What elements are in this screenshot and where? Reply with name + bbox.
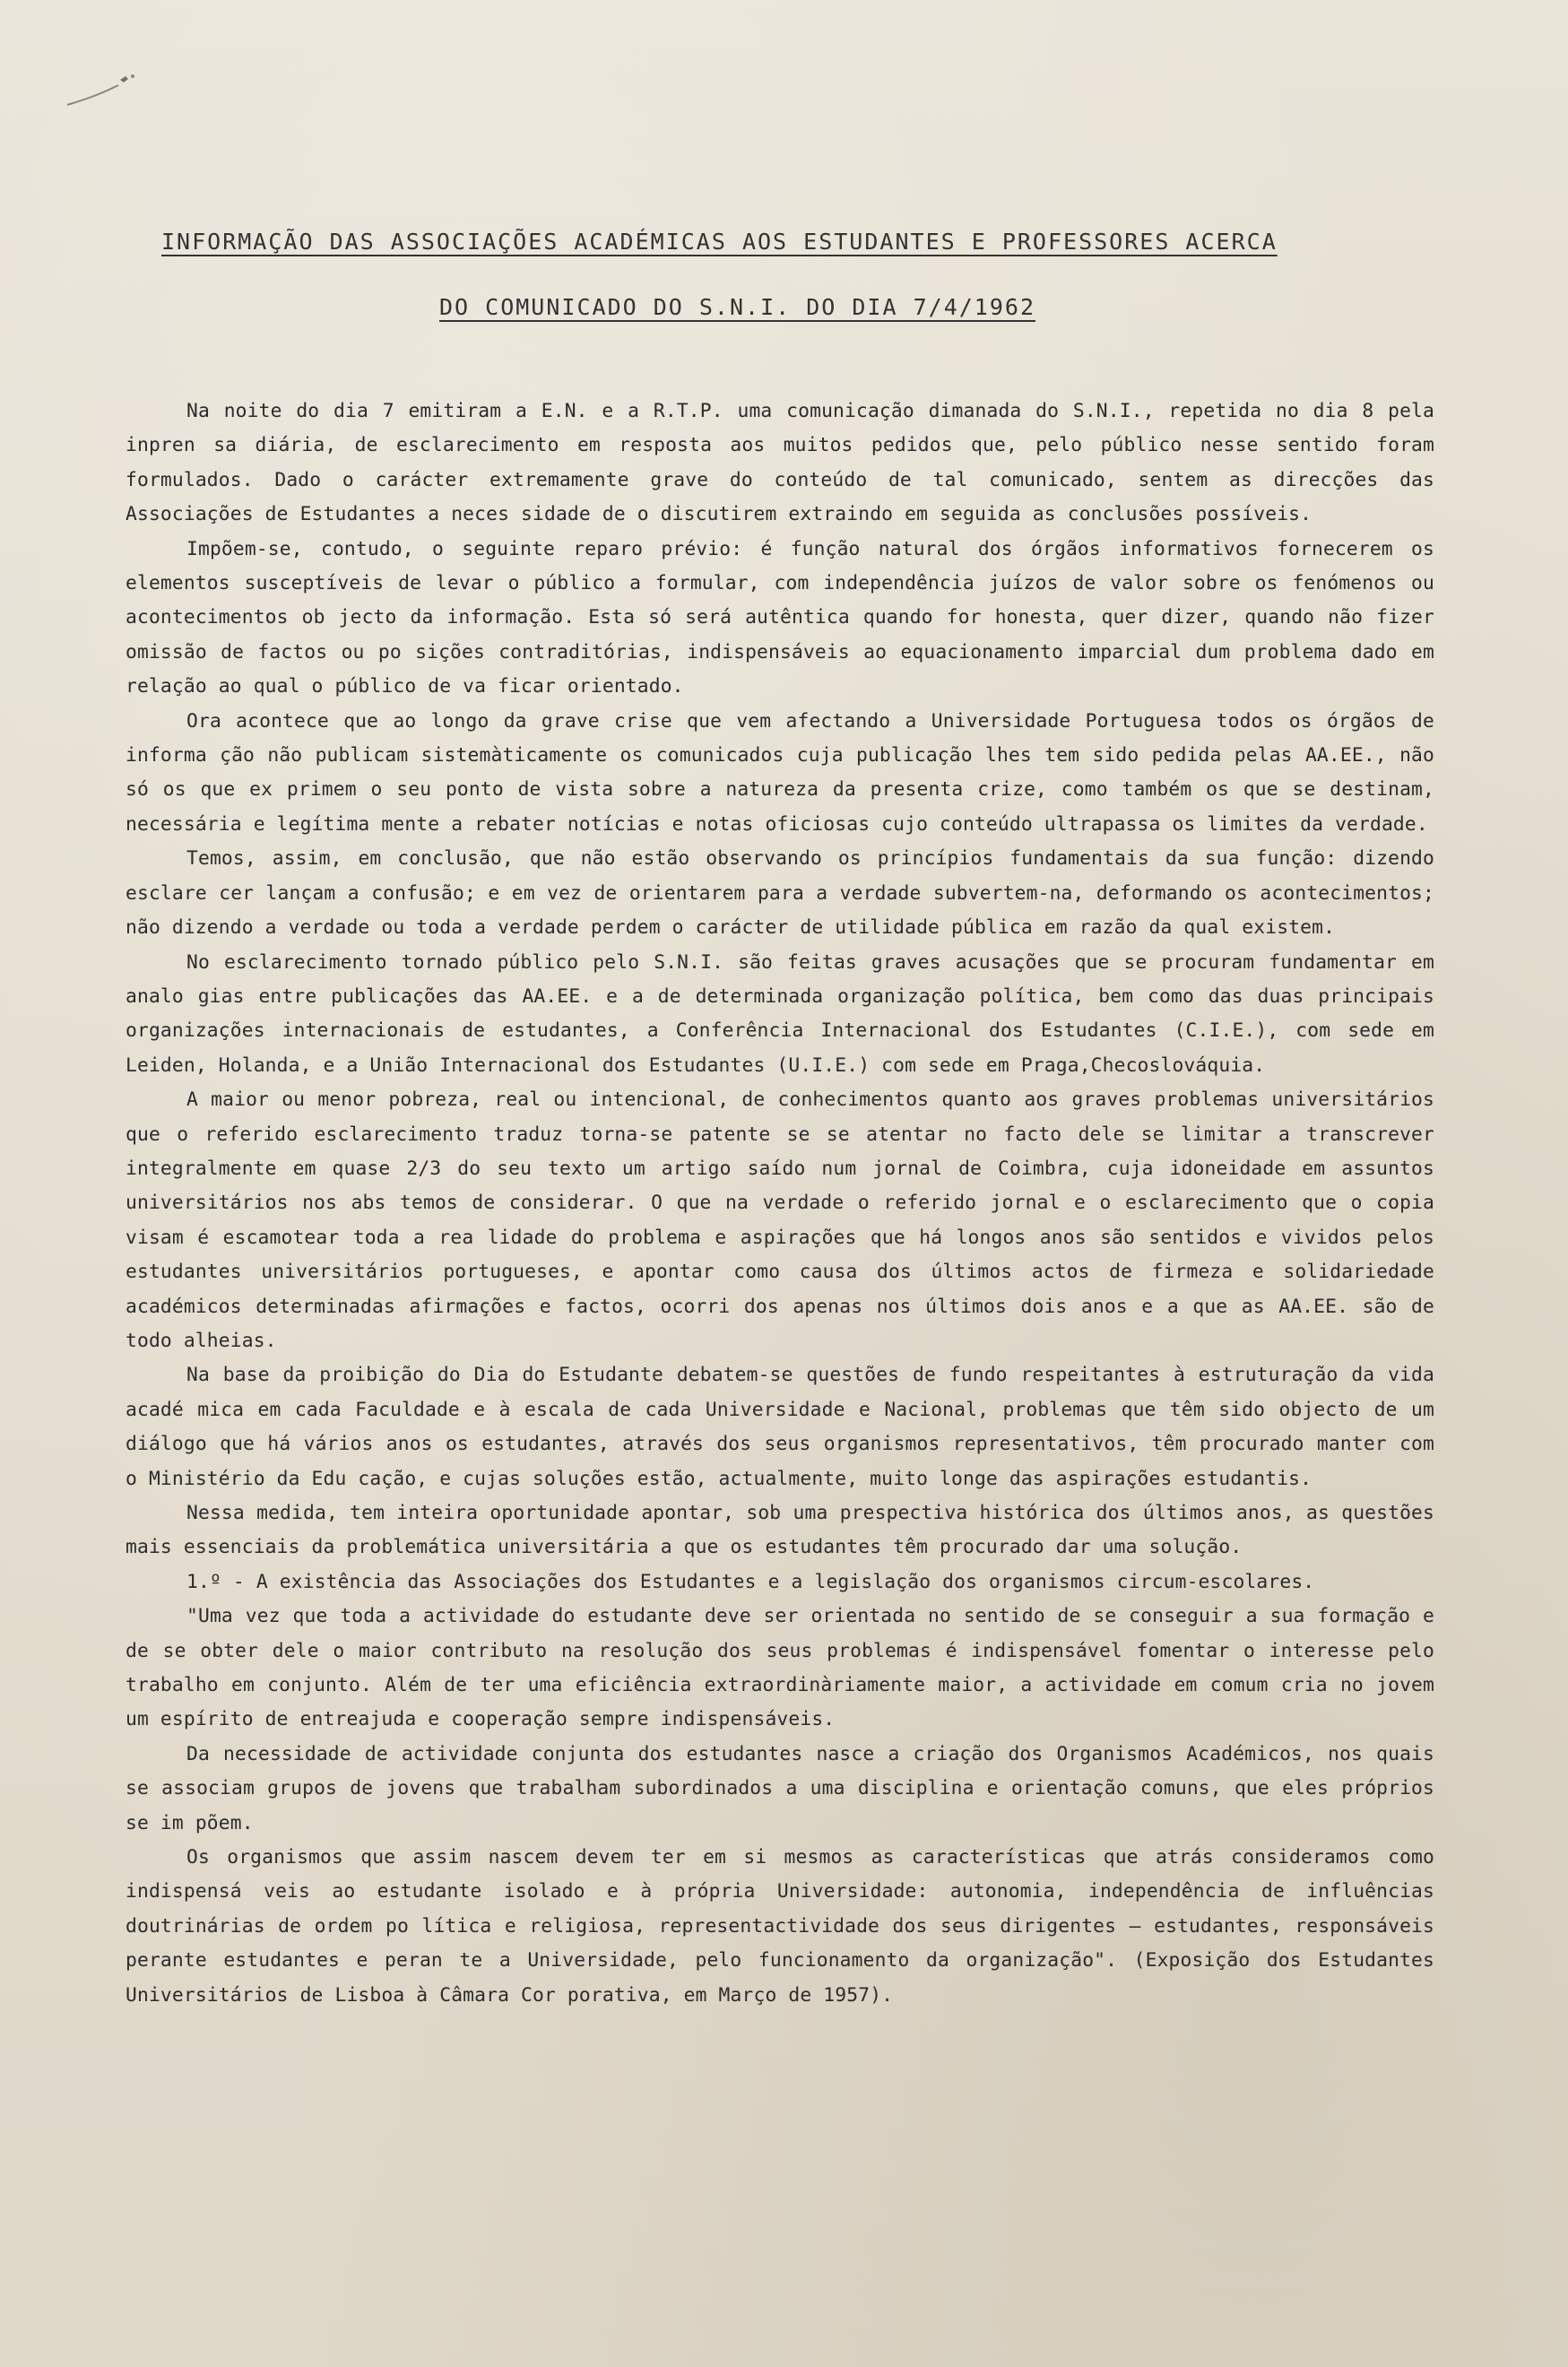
quote-paragraph-1: "Uma vez que toda a actividade do estudante deve ser orientada no sentido de se conseguir a sua formação e de se obter dele o maior contributo na resolução dos seus problemas é indispensável fomentar o interesse pelo trabalho em conjunto. Além de ter uma eficiência extraordinàriamente maior, a actividade em comum cria no jovem um espírito de entreajuda e cooperação sempre indispensáveis. <box>126 1605 1434 1731</box>
paragraph-2: Impõem-se, contudo, o seguinte reparo prévio: é função natural dos órgãos informativos fornecerem os elementos susceptíveis de levar o público a formular, com independência juízos de valor sobre os fenómenos ou acontecimentos ob jecto da informação. Esta só será autêntica quando for honesta, quer dizer, quando não fizer omissão de factos ou po sições contraditórias, indispensáveis ao equacionamento imparcial dum problema dado em relação ao qual o público de va ficar orientado. <box>126 537 1434 698</box>
paragraph-6: A maior ou menor pobreza, real ou intencional, de conhecimentos quanto aos graves problemas universitários que o referido esclarecimento traduz torna-se patente se se atentar no facto dele se limitar a transcrever integralmente em quase 2/3 do seu texto um artigo saído num jornal de Coimbra, cuja idoneidade em assuntos universitários nos abs temos de considerar. O que na verdade o referido jornal e o esclarecimento que o copia visam é escamotear toda a rea lidade do problema e aspirações que há longos anos são sentidos e vividos pelos estudantes universitários portugueses, e apontar como causa dos últimos actos de firmeza e solidariedade académicos determinadas afirmações e factos, ocorri dos apenas nos últimos dois anos e a que as AA.EE. são de todo alheias. <box>126 1088 1434 1352</box>
paragraph-3: Ora acontece que ao longo da grave crise que vem afectando a Universidade Portuguesa todos os órgãos de informa ção não publicam sistemàticamente os comunicados cuja publicação lhes tem sido pedida pelas AA.EE., não só os que ex primem o seu ponto de vista sobre a natureza da presenta crize, como também os que se destinam, necessária e legítima mente a rebater notícias e notas oficiosas cujo conteúdo ultrapassa os limites da verdade. <box>126 709 1434 836</box>
paragraph-1: Na noite do dia 7 emitiram a E.N. e a R.T.P. uma comunicação dimanada do S.N.I., repetida no dia 8 pela inpren sa diária, de esclarecimento em resposta aos muitos pedidos que, pelo público nesse sentido foram formulados. Dado o carácter extremamente grave do conteúdo de tal comunicado, sentem as direcções das Associações de Estudantes a neces sidade de o discutirem extraindo em seguida as conclusões possíveis. <box>126 400 1434 526</box>
title-line-2: DO COMUNICADO DO S.N.I. DO DIA 7/4/1962 <box>439 294 1035 320</box>
quote-paragraph-3: Os organismos que assim nascem devem ter em si mesmos as características que atrás consideramos como indispensá veis ao estudante isolado e à própria Universidade: autonomia, independência de influências doutrinárias de ordem po lítica e religiosa, representactividade dos seus dirigentes — estudantes, responsáveis perante estudantes e peran te a Universidade, pelo funcionamento da organização". (Exposição dos Estudantes Universitários de Lisboa à Câmara Cor porativa, em Março de 1957). <box>126 1846 1434 2007</box>
paragraph-4: Temos, assim, em conclusão, que não estão observando os princípios fundamentais da sua função: dizendo esclare cer lançam a confusão; e em vez de orientarem para a verdade subvertem-na, deformando os acontecimentos; não dizendo a verdade ou toda a verdade perdem o carácter de utilidade pública em razão da qual existem. <box>126 847 1434 940</box>
paragraph-8: Nessa medida, tem inteira oportunidade apontar, sob uma prespectiva histórica dos últimos anos, as questões mais essenciais da problemática universitária a que os estudantes têm procurado dar uma solução. <box>126 1502 1434 1559</box>
paragraph-7: Na base da proibição do Dia do Estudante debatem-se questões de fundo respeitantes à estruturação da vida acadé mica em cada Faculdade e à escala de cada Universidade e Nacional, problemas que têm sido objecto de um diálogo que há vários anos os estudantes, através dos seus organismos representativos, têm procurado manter com o Ministério da Edu cação, e cujas soluções estão, actualmente, muito longe das aspirações estudantis. <box>126 1364 1434 1490</box>
paragraph-5: No esclarecimento tornado público pelo S.N.I. são feitas graves acusações que se procuram fundamentar em analo gias entre publicações das AA.EE. e a de determinada organização política, bem como das duas principais organizações internacionais de estudantes, a Conferência Internacional dos Estudantes (C.I.E.), com sede em Leiden, Holanda, e a União Internacional dos Estudantes (U.I.E.) com sede em Praga,Checoslováquia. <box>126 950 1434 1077</box>
title-line-1: INFORMAÇÃO DAS ASSOCIAÇÕES ACADÉMICAS AOS ESTUDANTES E PROFESSORES ACERCA <box>161 229 1278 255</box>
document-title <box>161 229 1416 320</box>
quote-paragraph-2: Da necessidade de actividade conjunta dos estudantes nasce a criação dos Organismos Académicos, nos quais se associam grupos de jovens que trabalham subordinados a uma disciplina e orientação comuns, que eles próprios se im põem. <box>126 1742 1434 1834</box>
section-heading-1: 1.º - A existência das Associações dos Estudantes e a legislação dos organismos circum-escolares. <box>186 1570 1315 1593</box>
document-body <box>126 394 1434 2013</box>
ink-mark-icon <box>63 67 143 112</box>
